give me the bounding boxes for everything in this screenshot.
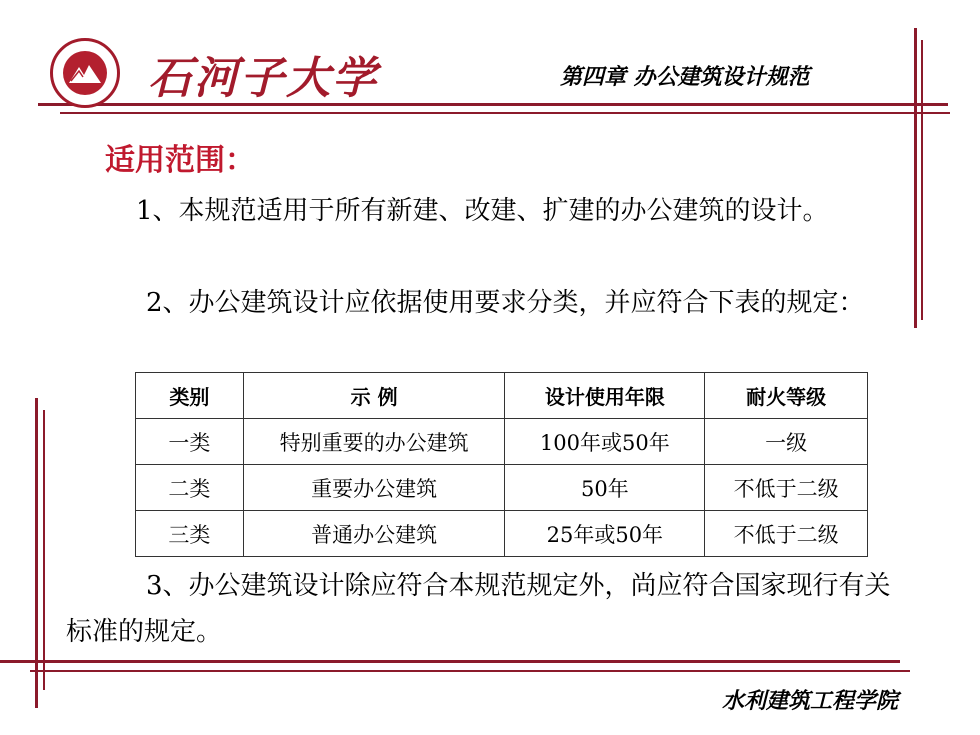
header-vrule-2	[921, 40, 923, 320]
table-header-cell: 示 例	[243, 373, 505, 419]
footer-college-name: 水利建筑工程学院	[722, 689, 899, 714]
table-header-row	[136, 373, 868, 419]
footer-vrule-1	[35, 398, 38, 708]
university-name: 石河子大学	[148, 53, 378, 104]
table-cell: 不低于二级	[705, 465, 868, 511]
table-header-cell: 耐火等级	[705, 373, 868, 419]
table-header-cell: 类别	[136, 373, 244, 419]
table-cell: 普通办公建筑	[243, 511, 505, 557]
table-cell: 25年或50年	[505, 511, 705, 557]
header-rule-bottom	[60, 112, 950, 114]
paragraph-3: 3、办公建筑设计除应符合本规范规定外，尚应符合国家现行有关标准的规定。	[66, 571, 891, 647]
table-row	[136, 465, 868, 511]
table-header-cell: 设计使用年限	[505, 373, 705, 419]
table-cell: 特别重要的办公建筑	[243, 419, 505, 465]
table-cell: 三类	[136, 511, 244, 557]
section-title: 适用范围：	[105, 143, 255, 178]
header-vrule-1	[914, 28, 917, 328]
table-cell: 二类	[136, 465, 244, 511]
footer-rule-bottom	[30, 670, 910, 672]
table-cell: 一类	[136, 419, 244, 465]
table-cell: 100年或50年	[505, 419, 705, 465]
paragraph-2: 2、办公建筑设计应依据使用要求分类，并应符合下表的规定：	[146, 288, 865, 318]
university-logo	[50, 38, 120, 108]
table-row	[136, 419, 868, 465]
table-cell: 重要办公建筑	[243, 465, 505, 511]
footer-vrule-2	[43, 410, 45, 690]
classification-table	[135, 372, 868, 557]
table-cell: 不低于二级	[705, 511, 868, 557]
chapter-title: 第四章 办公建筑设计规范	[560, 65, 810, 90]
paragraph-1: 1、本规范适用于所有新建、改建、扩建的办公建筑的设计。	[136, 196, 829, 226]
footer-rule-top	[0, 660, 900, 663]
table-cell: 50年	[505, 465, 705, 511]
table-row	[136, 511, 868, 557]
table-cell: 一级	[705, 419, 868, 465]
